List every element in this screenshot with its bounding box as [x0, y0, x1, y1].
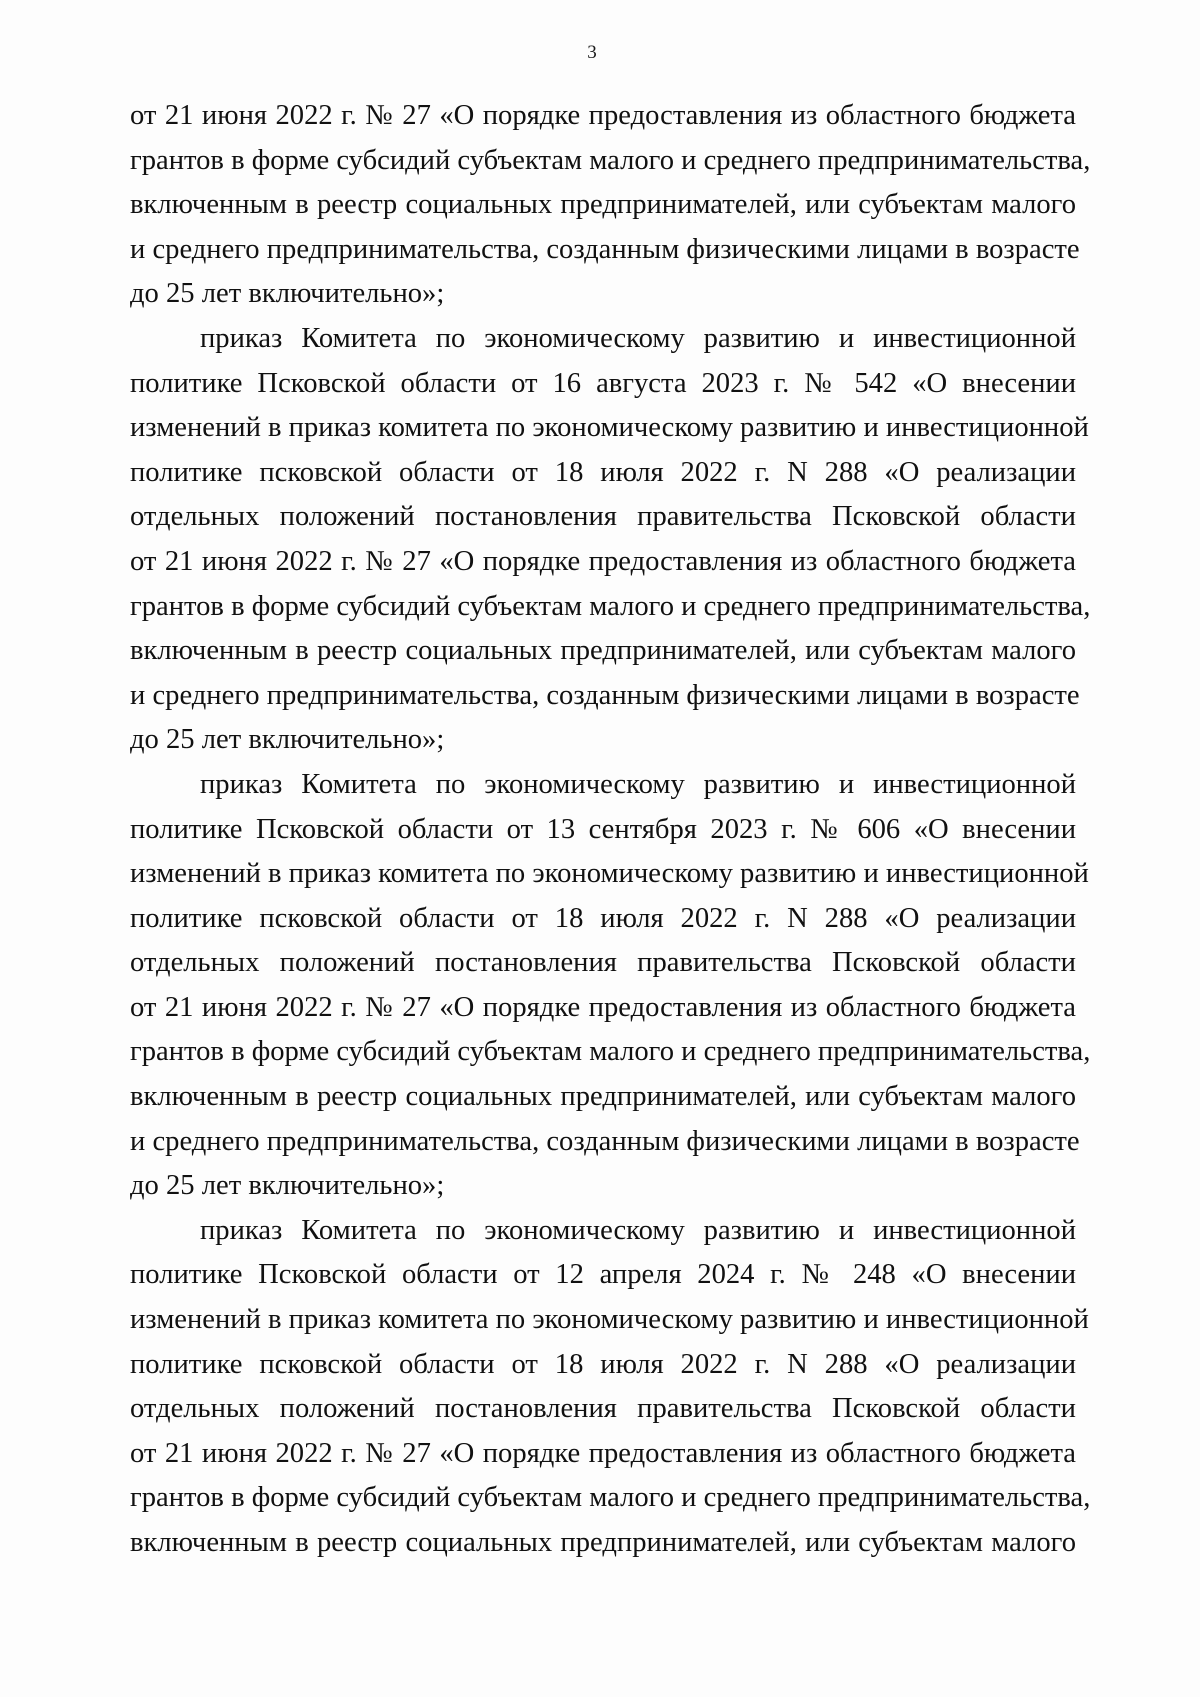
paragraph [130, 317, 1091, 763]
text-line: приказ Комитета по экономическому развитию и инвестиционной [200, 322, 1076, 354]
text-line: включенным в реестр социальных предпринимателей, или субъектам малого [130, 1527, 1076, 1558]
text-line: от 21 июня 2022 г. № 27 «О порядке предоставления из областного бюджета [130, 100, 1076, 131]
text-line: включенным в реестр социальных предпринимателей, или субъектам малого [130, 635, 1076, 667]
page-number: 3 [587, 42, 597, 63]
text-line: отдельных положений постановления правительства Псковской области [130, 501, 1076, 533]
text-line: включенным в реестр социальных предпринимателей, или субъектам малого [130, 189, 1076, 221]
text-line: политике псковской области от 18 июля 2022 г. N 288 «О реализации [130, 1348, 1076, 1380]
text-line: до 25 лет включительно»; [130, 1170, 445, 1202]
text-line: отдельных положений постановления правительства Псковской области [130, 947, 1076, 979]
text-line: включенным в реестр социальных предпринимателей, или субъектам малого [130, 1081, 1076, 1113]
text-line: грантов в форме субсидий субъектам малого и среднего предпринимательства, [130, 1036, 1091, 1068]
document-body [130, 94, 1091, 1566]
text-line: приказ Комитета по экономическому развитию и инвестиционной [200, 1214, 1076, 1246]
text-line: и среднего предпринимательства, созданным физическими лицами в возрасте [130, 1125, 1080, 1157]
text-line: от 21 июня 2022 г. № 27 «О порядке предоставления из областного бюджета [130, 545, 1076, 577]
text-line: отдельных положений постановления правительства Псковской области [130, 1393, 1076, 1425]
text-line: политике Псковской области от 13 сентября 2023 г. № 606 «О внесении [130, 813, 1076, 845]
text-line: и среднего предпринимательства, созданным физическими лицами в возрасте [130, 233, 1080, 265]
text-line: до 25 лет включительно»; [130, 278, 445, 310]
text-line: грантов в форме субсидий субъектам малого и среднего предпринимательства, [130, 590, 1091, 622]
text-line: от 21 июня 2022 г. № 27 «О порядке предоставления из областного бюджета [130, 1437, 1076, 1469]
text-line: грантов в форме субсидий субъектам малого и среднего предпринимательства, [130, 144, 1091, 176]
text-line: грантов в форме субсидий субъектам малого и среднего предпринимательства, [130, 1482, 1091, 1514]
text-line: политике псковской области от 18 июля 2022 г. N 288 «О реализации [130, 902, 1076, 934]
paragraph [130, 763, 1091, 1209]
paragraph [130, 1209, 1091, 1566]
text-line: политике Псковской области от 16 августа 2023 г. № 542 «О внесении [130, 367, 1076, 399]
text-line: изменений в приказ комитета по экономическому развитию и инвестиционной [130, 412, 1089, 444]
paragraph [130, 94, 1091, 317]
text-line: приказ Комитета по экономическому развитию и инвестиционной [200, 768, 1076, 800]
text-line: политике псковской области от 18 июля 2022 г. N 288 «О реализации [130, 456, 1076, 488]
text-line: изменений в приказ комитета по экономическому развитию и инвестиционной [130, 858, 1089, 890]
text-line: политике Псковской области от 12 апреля 2024 г. № 248 «О внесении [130, 1259, 1076, 1291]
text-line: от 21 июня 2022 г. № 27 «О порядке предоставления из областного бюджета [130, 991, 1076, 1023]
text-line: до 25 лет включительно»; [130, 724, 445, 756]
text-line: и среднего предпринимательства, созданным физическими лицами в возрасте [130, 679, 1080, 711]
text-line: изменений в приказ комитета по экономическому развитию и инвестиционной [130, 1304, 1089, 1336]
